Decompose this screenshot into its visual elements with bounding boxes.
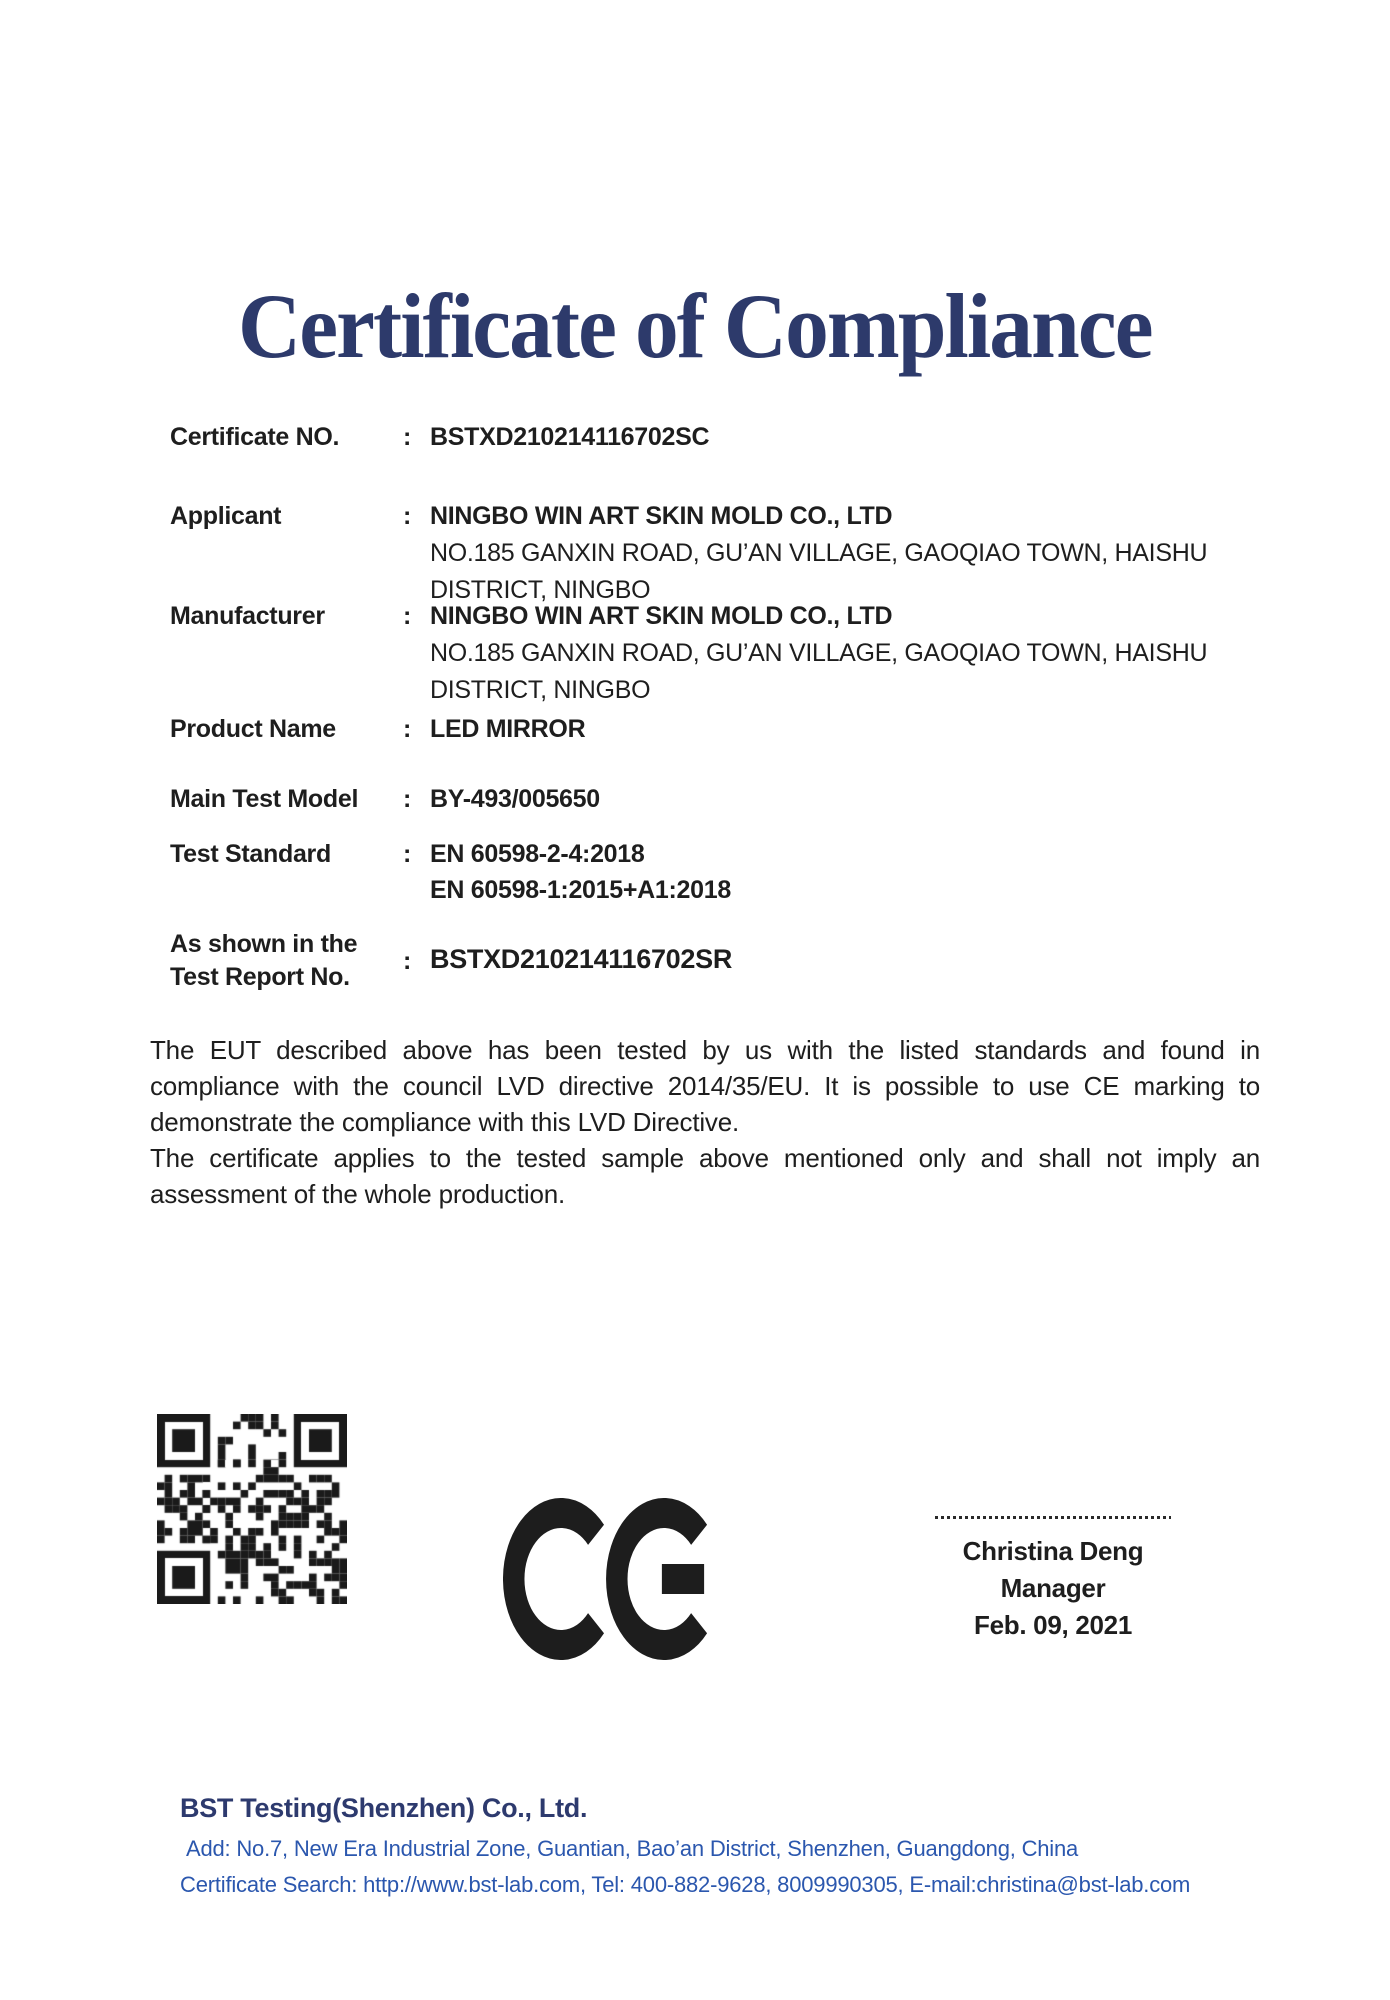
product-name-colon: : (403, 715, 412, 743)
test-standard-label: Test Standard (170, 840, 331, 868)
test-report-value: BSTXD210214116702SR (430, 944, 733, 974)
main-test-model-label: Main Test Model (170, 785, 359, 813)
test-standard-colon: : (403, 840, 412, 868)
row-main-test-model (170, 782, 600, 816)
main-test-model-value: BY-493/005650 (430, 785, 600, 813)
row-applicant (170, 498, 1207, 609)
applicant-label: Applicant (170, 502, 282, 530)
signature-date: Feb. 09, 2021 (974, 1610, 1132, 1640)
page-title: Certificate of Compliance (238, 275, 1152, 377)
signatory-name: Christina Deng (962, 1536, 1144, 1566)
certificate-no-colon: : (403, 423, 412, 451)
certificate-no-label: Certificate NO. (170, 423, 340, 451)
statement-paragraph-2: The certificate applies to the tested sample above mentioned only and shall not imply an assessment of the whole production. (150, 1143, 1260, 1209)
manufacturer-address-line1: NO.185 GANXIN ROAD, GU’AN VILLAGE, GAOQIAO TOWN, HAISHU (430, 639, 1208, 667)
product-name-value: LED MIRROR (430, 715, 586, 743)
row-manufacturer (170, 598, 1207, 709)
test-report-label-line2: Test Report No. (170, 963, 350, 991)
compliance-statement (150, 1032, 1260, 1212)
signature-block (920, 1516, 1186, 1644)
applicant-name: NINGBO WIN ART SKIN MOLD CO., LTD (430, 502, 893, 530)
applicant-colon: : (403, 502, 412, 530)
manufacturer-name: NINGBO WIN ART SKIN MOLD CO., LTD (430, 602, 893, 630)
row-product-name (170, 712, 585, 746)
statement-paragraph-1: The EUT described above has been tested by us with the listed standards and found in compliance with the council LVD directive 2014/35/EU. It is possible to use CE marking to demonstrate the compliance with this LVD Directive. (150, 1035, 1260, 1137)
main-test-model-colon: : (403, 785, 412, 813)
test-standard-value-line2: EN 60598-1:2015+A1:2018 (430, 876, 731, 904)
test-standard-value-line1: EN 60598-2-4:2018 (430, 840, 645, 868)
ce-mark-icon (503, 1498, 722, 1660)
footer-address: Add: No.7, New Era Industrial Zone, Guantian, Bao’an District, Shenzhen, Guangdong, China (186, 1836, 1079, 1861)
product-name-label: Product Name (170, 715, 336, 743)
manufacturer-colon: : (403, 602, 412, 630)
signature-dotted-line (935, 1516, 1171, 1519)
title-row (0, 276, 1390, 377)
test-report-label-line1: As shown in the (170, 930, 358, 958)
signatory-role: Manager (1000, 1573, 1106, 1603)
test-report-colon: : (403, 947, 412, 975)
qr-code (157, 1414, 347, 1604)
footer-contact-line: Certificate Search: http://www.bst-lab.com, Tel: 400-882-9628, 8009990305, E-mail:christina@bst-lab.com (180, 1872, 1191, 1897)
applicant-address-line1: NO.185 GANXIN ROAD, GU’AN VILLAGE, GAOQIAO TOWN, HAISHU (430, 539, 1208, 567)
row-certificate-no (170, 420, 709, 454)
certificate-no-value: BSTXD210214116702SC (430, 423, 710, 451)
manufacturer-address-line2: DISTRICT, NINGBO (430, 676, 651, 704)
footer-company-name: BST Testing(Shenzhen) Co., Ltd. (180, 1793, 588, 1823)
row-test-report (170, 928, 732, 994)
applicant-address-line2: DISTRICT, NINGBO (430, 576, 651, 604)
row-test-standard (170, 836, 731, 908)
manufacturer-label: Manufacturer (170, 602, 325, 630)
